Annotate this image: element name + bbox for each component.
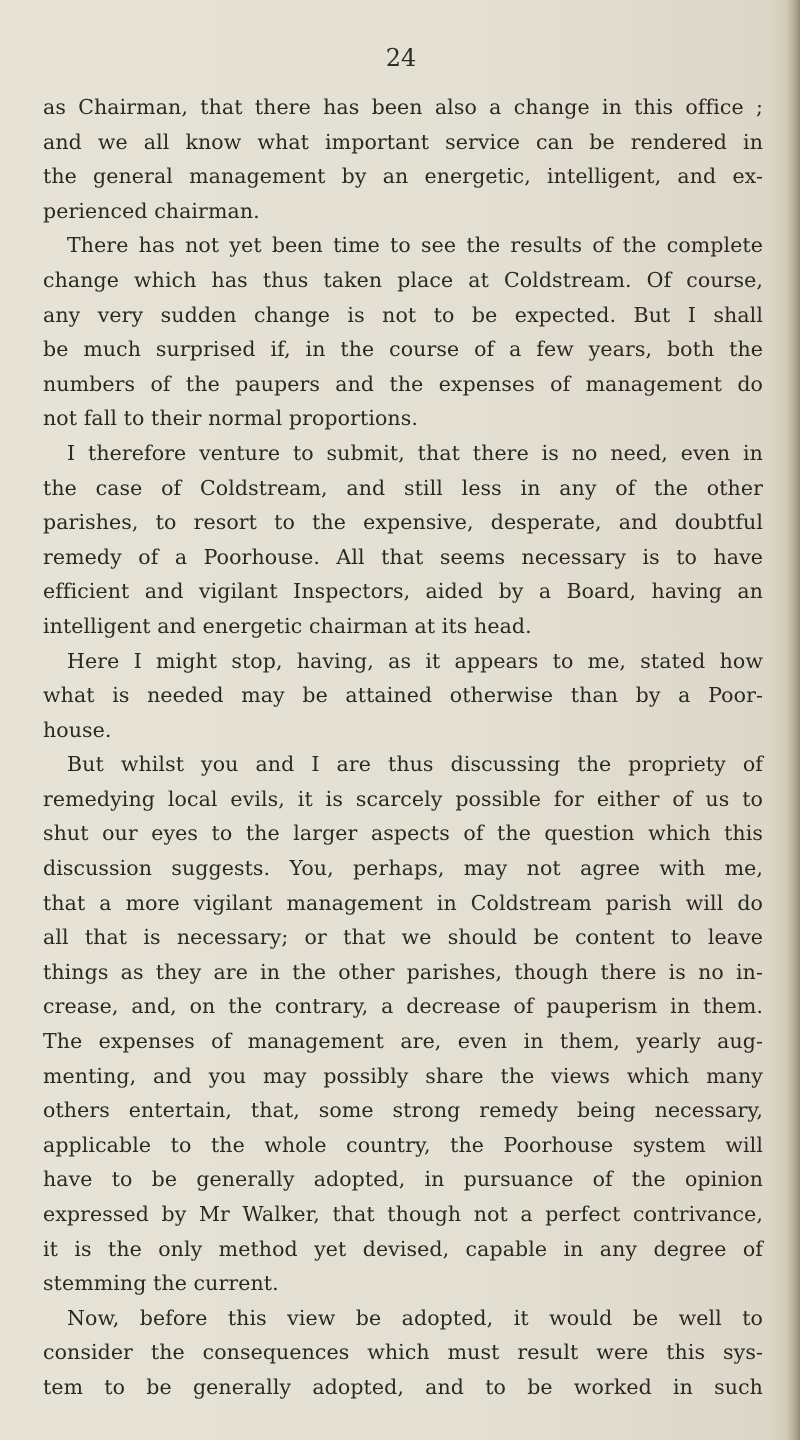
text-line: crease, and, on the contrary, a decrease of pauperism in them. [43, 994, 763, 1019]
text-line: remedy of a Poorhouse. All that seems necessary is to have [43, 544, 763, 569]
text-line: others entertain, that, some strong remedy being necessary, [43, 1098, 763, 1123]
text-line: house. [43, 717, 112, 742]
text-line: and we all know what important service can be rendered in [43, 129, 763, 154]
text-line: perienced chairman. [43, 198, 260, 223]
text-line: But whilst you and I are thus discussing the propriety of [67, 752, 763, 777]
text-line: change which has thus taken place at Coldstream. Of course, [43, 267, 763, 292]
text-line: The expenses of management are, even in them, yearly aug- [43, 1029, 763, 1054]
text-line: remedying local evils, it is scarcely possible for either of us to [43, 786, 763, 811]
text-line: consider the consequences which must result were this sys- [43, 1340, 763, 1365]
text-line: it is the only method yet devised, capable in any degree of [43, 1236, 763, 1261]
text-line: numbers of the paupers and the expenses of management do [43, 371, 763, 396]
body-text [43, 90, 763, 1405]
text-line: tem to be generally adopted, and to be worked in such [43, 1374, 763, 1399]
text-line: efficient and vigilant Inspectors, aided by a Board, having an [43, 579, 763, 604]
text-line: There has not yet been time to see the results of the complete [67, 233, 763, 258]
text-line: shut our eyes to the larger aspects of the question which this [43, 821, 763, 846]
text-line: have to be generally adopted, in pursuance of the opinion [43, 1167, 763, 1192]
text-line: expressed by Mr Walker, that though not a perfect contrivance, [43, 1202, 763, 1226]
text-line: Here I might stop, having, as it appears to me, stated how [67, 648, 763, 673]
text-line: the general management by an energetic, intelligent, and ex- [43, 164, 763, 189]
text-line: what is needed may be attained otherwise than by a Poor- [43, 683, 763, 708]
page-edge-shadow [786, 0, 800, 1440]
text-line: as Chairman, that there has been also a change in this office ; [43, 95, 763, 119]
text-line: the case of Coldstream, and still less in any of the other [43, 475, 763, 500]
text-line: not fall to their normal proportions. [43, 406, 418, 431]
text-line: stemming the current. [43, 1271, 279, 1296]
text-line: I therefore venture to submit, that there is no need, even in [67, 440, 763, 465]
text-line: menting, and you may possibly share the views which many [43, 1063, 763, 1088]
text-line: applicable to the whole country, the Poorhouse system will [43, 1132, 763, 1157]
text-line: discussion suggests. You, perhaps, may not agree with me, [43, 856, 763, 881]
text-line: that a more vigilant management in Coldstream parish will do [43, 890, 763, 915]
text-line: intelligent and energetic chairman at its head. [43, 613, 532, 638]
text-line: Now, before this view be adopted, it would be well to [67, 1305, 763, 1330]
text-line: all that is necessary; or that we should be content to leave [43, 925, 763, 950]
text-line: things as they are in the other parishes, though there is no in- [43, 959, 763, 984]
text-line: parishes, to resort to the expensive, desperate, and doubtful [43, 510, 763, 535]
text-line: any very sudden change is not to be expected. But I shall [43, 302, 763, 327]
page-number: 24 [385, 44, 417, 72]
text-line: be much surprised if, in the course of a few years, both the [43, 337, 763, 362]
